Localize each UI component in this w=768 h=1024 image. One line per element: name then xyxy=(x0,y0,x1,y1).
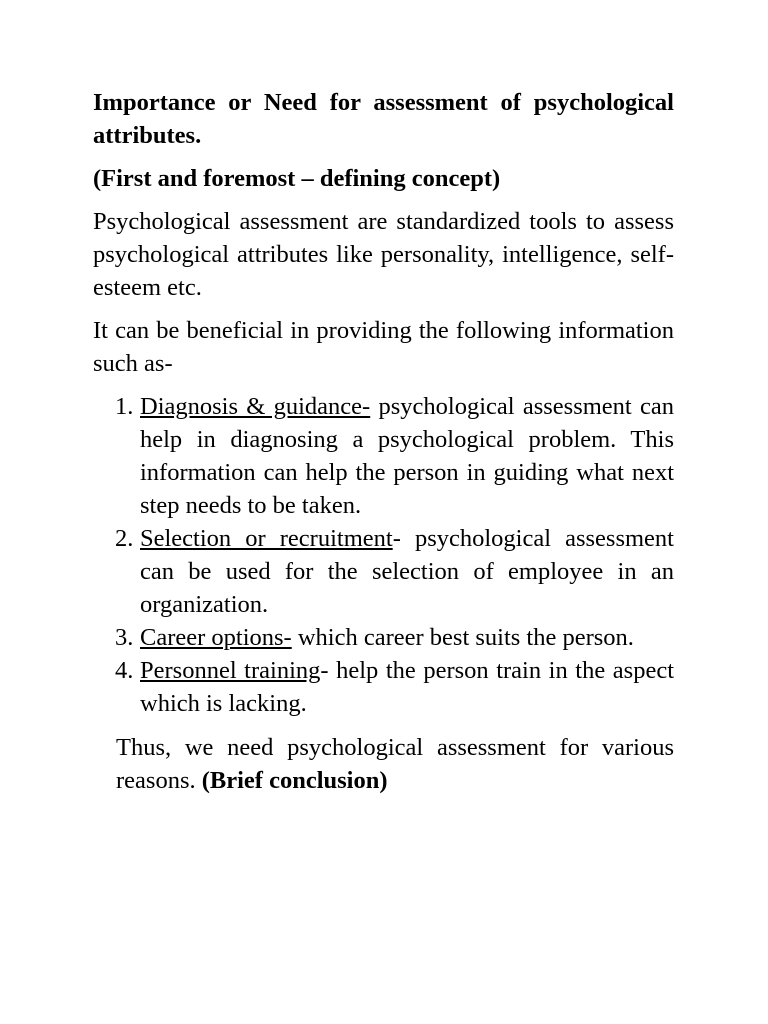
list-item xyxy=(93,390,674,522)
document-subtitle: (First and foremost – defining concept) xyxy=(93,165,501,192)
conclusion-bold-text: (Brief conclusion) xyxy=(201,767,388,794)
points-list xyxy=(93,390,674,720)
list-item xyxy=(93,522,674,621)
list-item-number: 4. xyxy=(115,657,134,684)
list-item-number: 3. xyxy=(115,624,134,651)
list-item xyxy=(93,621,674,654)
list-item-text: which career best suits the person. xyxy=(291,624,634,651)
conclusion-text: Thus, we need psychological assessment for various reasons. xyxy=(116,734,674,794)
intro-paragraph: Psychological assessment are standardized tools to assess psychological attributes like personality, intelligence, self-esteem etc. xyxy=(93,208,674,301)
list-item-heading: Selection or recruitment xyxy=(140,525,393,552)
document-page xyxy=(93,86,674,797)
list-item xyxy=(93,654,674,720)
conclusion-paragraph xyxy=(116,731,674,797)
list-item-heading: Career options- xyxy=(140,624,292,651)
list-item-number: 1. xyxy=(115,393,134,420)
list-item-number: 2. xyxy=(115,525,134,552)
lead-paragraph: It can be beneficial in providing the following information such as- xyxy=(93,317,674,377)
list-item-text: - psychological assessment can be used for the selection of employee in an organization. xyxy=(140,525,674,618)
list-item-heading: Diagnosis & guidance- xyxy=(140,393,371,420)
list-item-text: - help the person train in the aspect which is lacking. xyxy=(140,657,675,717)
list-item-heading: Personnel training xyxy=(140,657,321,684)
document-title: Importance or Need for assessment of psychological attributes. xyxy=(93,89,674,149)
list-item-text: psychological assessment can help in diagnosing a psychological problem. This information can help the person in guiding what next step needs to be taken. xyxy=(140,393,674,519)
